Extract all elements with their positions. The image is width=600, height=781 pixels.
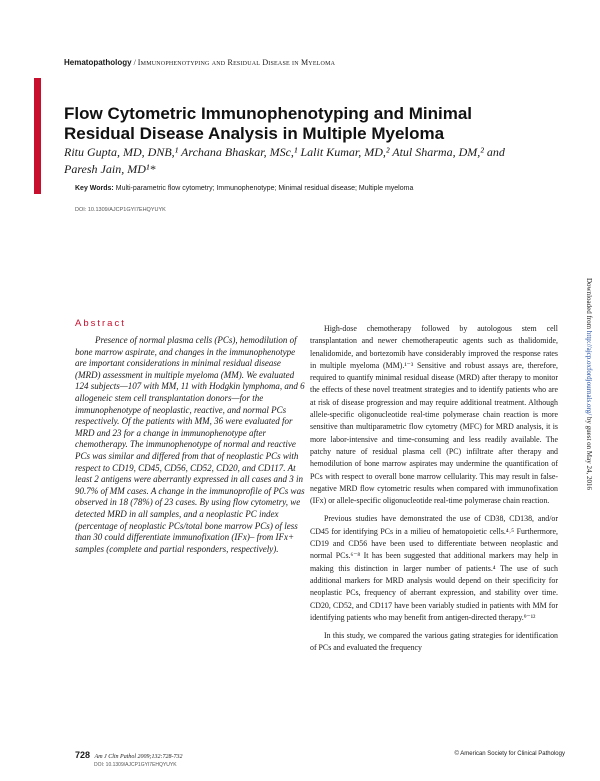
article-title: Flow Cytometric Immunophenotyping and Minimal Residual Disease Analysis in Multiple Myeloma bbox=[64, 104, 473, 143]
download-prefix: Downloaded from bbox=[585, 278, 593, 331]
keywords bbox=[75, 185, 515, 192]
author-list: Ritu Gupta, MD, DNB,¹ Archana Bhaskar, MSc,¹ Lalit Kumar, MD,² Atul Sharma, DM,² and Paresh Jain, MD¹* bbox=[64, 145, 505, 176]
footer-doi: DOI: 10.1309/AJCP1GYI7EHQYUYK bbox=[94, 762, 177, 768]
accent-bar bbox=[34, 78, 41, 194]
download-notice bbox=[583, 278, 593, 578]
page-footer bbox=[75, 750, 565, 768]
journal-link[interactable]: http://ajcp.oxfordjournals.org/ bbox=[585, 330, 593, 416]
page-number: 728 bbox=[75, 750, 91, 760]
running-title: Immunophenotyping and Residual Disease in Myeloma bbox=[137, 58, 336, 67]
body-column bbox=[310, 323, 558, 661]
section-name: Hematopathology bbox=[64, 58, 132, 67]
keywords-label: Key Words: bbox=[75, 185, 114, 192]
abstract-heading: Abstract bbox=[75, 318, 126, 329]
journal-citation: Am J Clin Pathol 2009;132:728-732 bbox=[94, 754, 183, 760]
running-header bbox=[64, 58, 564, 67]
header-separator: / bbox=[131, 58, 138, 67]
abstract-text: Presence of normal plasma cells (PCs), hemodilution of bone marrow aspirate, and changes in the immunophenotype are important considerations in minimal residual disease (MRD) assessment in multiple myeloma (MM). We evaluated 124 subjects—107 with MM, 11 with Hodgkin lymphoma, and 6 allogeneic stem cell transplantation donors—for the immunophenotype of neoplastic, reactive, and normal PCs respectively. Of the patients with MM, 36 were evaluated for MRD and 23 for a change in immunophenotype after chemotherapy. The immunophenotype of normal and reactive PCs was similar and differed from that of neoplastic PCs with respect to CD19, CD45, CD56, CD52, CD20, and CD117. At least 2 antigens were aberrantly expressed in all cases and 3 in 90.7% of MM cases. A change in the immunoprofile of PCs was observed in 18 (78%) of 23 cases. By using flow cytometry, we detected MRD in all samples, and a neoplastic PC index (percentage of neoplastic PCs/total bone marrow PCs) of less than 30 could differentiate immunofixation (IFx)– from IFx+ samples (complete and partial responders, respectively). bbox=[75, 335, 305, 554]
copyright-notice: © American Society for Clinical Pathology bbox=[454, 751, 565, 757]
body-paragraph-3: In this study, we compared the various gating strategies for identification of PCs and evaluated the frequency bbox=[310, 631, 558, 653]
download-suffix: by guest on May 24, 2016 bbox=[585, 415, 593, 490]
article-doi: DOI: 10.1309/AJCP1GYI7EHQYUYK bbox=[75, 207, 166, 213]
body-paragraph-1: High-dose chemotherapy followed by autologous stem cell transplantation and newer chemotherapeutic agents such as thalidomide, lenalidomide, and bortezomib have considerably improved the response rates in multiple myeloma (MM).¹⁻³ Sensitive and robust assays are, therefore, required to quantify minimal residual disease (MRD) after therapy to monitor the effects of these novel treatment strategies and to identify patients who are at risk of disease progression and may require additional treatment. Although allele-specific oligonucleotide real-time polymerase chain reaction is more sensitive than multiparametric flow cytometry (MFC) for MRD analysis, it is more labor-intensive and time-consuming and less readily available. The patchy nature of residual plasma cell (PC) infiltrate after therapy and hemodilution of bone marrow aspirates may undermine the quantification of PCs with respect to overall bone marrow cellularity. This may result in false-negative MRD flow cytometric results when compared with immunofixation (IFx) or allele-specific oligonucleotide real-time polymerase chain reaction. bbox=[310, 324, 558, 506]
body-paragraph-2: Previous studies have demonstrated the use of CD38, CD138, and/or CD45 for identifying PCs in a milieu of hematopoietic cells.⁴˒⁵ Furthermore, CD19 and CD56 have been used to differentiate between neoplastic and normal PCs.⁶⁻⁸ It has been suggested that additional markers may help in making this distinction in larger number of patients.⁴ The use of such additional markers for MRD analysis would depend on their specificity for neoplastic PCs, frequency of aberrant expression, and stability over time. CD20, CD52, and CD117 have been variably studied in patients with MM for identifying patients who may benefit from antigen-directed therapy.⁹⁻¹² bbox=[310, 514, 558, 622]
keywords-text: Multi-parametric flow cytometry; Immunophenotype; Minimal residual disease; Multiple myeloma bbox=[115, 185, 414, 192]
